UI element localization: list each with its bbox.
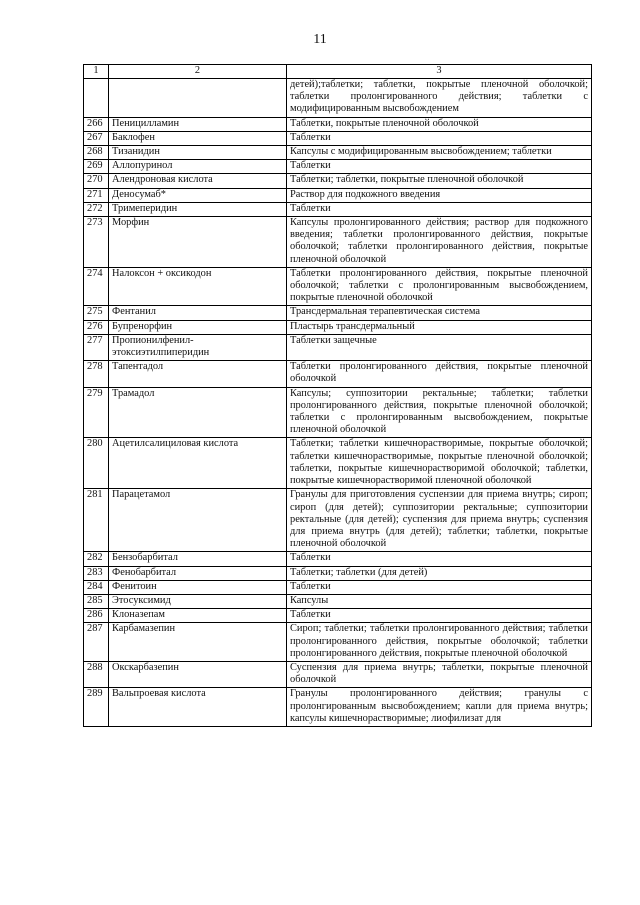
header-col-number: 1 — [84, 65, 109, 79]
drug-name: Пеницилламин — [109, 117, 287, 131]
table-row — [84, 566, 592, 580]
table-row — [84, 79, 592, 118]
drug-name: Вальпроевая кислота — [109, 688, 287, 727]
dosage-form: Пластырь трансдермальный — [287, 320, 592, 334]
table-row — [84, 334, 592, 360]
table-row — [84, 160, 592, 174]
table-row — [84, 131, 592, 145]
header-col-form: 3 — [287, 65, 592, 79]
row-number: 286 — [84, 609, 109, 623]
row-number: 275 — [84, 306, 109, 320]
drug-name: Парацетамол — [109, 489, 287, 552]
table-row — [84, 552, 592, 566]
dosage-form: Гранулы пролонгированного действия; гранулы с пролонгированным высвобождением; капли для приема внутрь; капсулы кишечнорастворимые; лиофилизат для — [287, 688, 592, 727]
drug-name: Ацетилсалициловая кислота — [109, 438, 287, 489]
table-row — [84, 661, 592, 687]
drug-name: Бензобарбитал — [109, 552, 287, 566]
dosage-form: Таблетки; таблетки кишечнорастворимые, покрытые оболочкой; таблетки кишечнорастворимые, покрытые пленочной оболочкой; таблетки, покрытые кишечнорастворимой оболочкой; таблетки, покрытые кишечнорастворимой пленочной оболочкой — [287, 438, 592, 489]
drug-name: Тизанидин — [109, 146, 287, 160]
dosage-form: Гранулы для приготовления суспензии для приема внутрь; сироп; сироп (для детей); суппозитории ректальные; суппозитории ректальные (для детей); суспензия для приема внутрь; суспензия для приема внутрь (для детей); таблетки; таблетки, покрытые пленочной оболочкой — [287, 489, 592, 552]
row-number: 288 — [84, 661, 109, 687]
drug-table — [83, 64, 592, 727]
drug-name — [109, 79, 287, 118]
dosage-form: Таблетки; таблетки, покрытые пленочной оболочкой — [287, 174, 592, 188]
page-number: 11 — [313, 32, 327, 47]
row-number: 287 — [84, 623, 109, 662]
table-row — [84, 580, 592, 594]
drug-name: Этосуксимид — [109, 594, 287, 608]
drug-name: Морфин — [109, 217, 287, 268]
row-number: 273 — [84, 217, 109, 268]
header-col-name: 2 — [109, 65, 287, 79]
row-number: 279 — [84, 387, 109, 438]
drug-name: Алендроновая кислота — [109, 174, 287, 188]
dosage-form: Капсулы пролонгированного действия; раствор для подкожного введения; таблетки пролонгированного действия, покрытые оболочкой; таблетки пролонгированного действия, покрытые пленочной оболочкой — [287, 217, 592, 268]
row-number: 289 — [84, 688, 109, 727]
row-number: 280 — [84, 438, 109, 489]
table-row — [84, 202, 592, 216]
drug-name: Окскарбазепин — [109, 661, 287, 687]
drug-name: Трамадол — [109, 387, 287, 438]
dosage-form: Раствор для подкожного введения — [287, 188, 592, 202]
drug-name: Аллопуринол — [109, 160, 287, 174]
drug-name: Баклофен — [109, 131, 287, 145]
drug-name: Деносумаб* — [109, 188, 287, 202]
row-number: 267 — [84, 131, 109, 145]
dosage-form: детей);таблетки; таблетки, покрытые пленочной оболочкой; таблетки пролонгированного действия; таблетки с модифицированным высвобождением — [287, 79, 592, 118]
drug-name: Фентанил — [109, 306, 287, 320]
table-row — [84, 609, 592, 623]
dosage-form: Таблетки пролонгированного действия, покрытые пленочной оболочкой — [287, 361, 592, 387]
row-number: 272 — [84, 202, 109, 216]
drug-name: Пропионилфенил-этоксиэтилпиперидин — [109, 334, 287, 360]
table-row — [84, 623, 592, 662]
dosage-form: Таблетки — [287, 552, 592, 566]
row-number: 284 — [84, 580, 109, 594]
table-row — [84, 217, 592, 268]
header-row — [84, 65, 592, 79]
table-row — [84, 387, 592, 438]
table-row — [84, 306, 592, 320]
drug-name: Тапентадол — [109, 361, 287, 387]
row-number — [84, 79, 109, 118]
table-row — [84, 438, 592, 489]
row-number: 274 — [84, 267, 109, 306]
dosage-form: Таблетки — [287, 131, 592, 145]
table-row — [84, 117, 592, 131]
table-row — [84, 320, 592, 334]
drug-name: Клоназепам — [109, 609, 287, 623]
table-row — [84, 267, 592, 306]
row-number: 270 — [84, 174, 109, 188]
dosage-form: Таблетки, покрытые пленочной оболочкой — [287, 117, 592, 131]
dosage-form: Таблетки защечные — [287, 334, 592, 360]
table-row — [84, 188, 592, 202]
row-number: 276 — [84, 320, 109, 334]
table-row — [84, 174, 592, 188]
table-row — [84, 146, 592, 160]
drug-name: Налоксон + оксикодон — [109, 267, 287, 306]
row-number: 285 — [84, 594, 109, 608]
row-number: 281 — [84, 489, 109, 552]
row-number: 271 — [84, 188, 109, 202]
drug-name: Бупренорфин — [109, 320, 287, 334]
table-row — [84, 594, 592, 608]
row-number: 266 — [84, 117, 109, 131]
dosage-form: Таблетки; таблетки (для детей) — [287, 566, 592, 580]
dosage-form: Трансдермальная терапевтическая система — [287, 306, 592, 320]
row-number: 283 — [84, 566, 109, 580]
dosage-form: Таблетки пролонгированного действия, покрытые пленочной оболочкой; таблетки с пролонгированным высвобождением, покрытые пленочной оболочкой — [287, 267, 592, 306]
row-number: 282 — [84, 552, 109, 566]
drug-name: Фенобарбитал — [109, 566, 287, 580]
row-number: 278 — [84, 361, 109, 387]
row-number: 269 — [84, 160, 109, 174]
dosage-form: Капсулы; суппозитории ректальные; таблетки; таблетки пролонгированного действия, покрытые пленочной оболочкой; таблетки с пролонгированным высвобождением, покрытые пленочной оболочкой — [287, 387, 592, 438]
dosage-form: Таблетки — [287, 160, 592, 174]
table-row — [84, 688, 592, 727]
row-number: 277 — [84, 334, 109, 360]
row-number: 268 — [84, 146, 109, 160]
dosage-form: Сироп; таблетки; таблетки пролонгированного действия; таблетки пролонгированного действия, покрытые оболочкой; таблетки пролонгированного действия, покрытые пленочной оболочкой — [287, 623, 592, 662]
drug-name: Фенитоин — [109, 580, 287, 594]
drug-name: Карбамазепин — [109, 623, 287, 662]
table-row — [84, 361, 592, 387]
dosage-form: Таблетки — [287, 202, 592, 216]
dosage-form: Таблетки — [287, 580, 592, 594]
dosage-form: Капсулы с модифицированным высвобождением; таблетки — [287, 146, 592, 160]
dosage-form: Суспензия для приема внутрь; таблетки, покрытые пленочной оболочкой — [287, 661, 592, 687]
dosage-form: Таблетки — [287, 609, 592, 623]
table-row — [84, 489, 592, 552]
drug-name: Тримеперидин — [109, 202, 287, 216]
dosage-form: Капсулы — [287, 594, 592, 608]
